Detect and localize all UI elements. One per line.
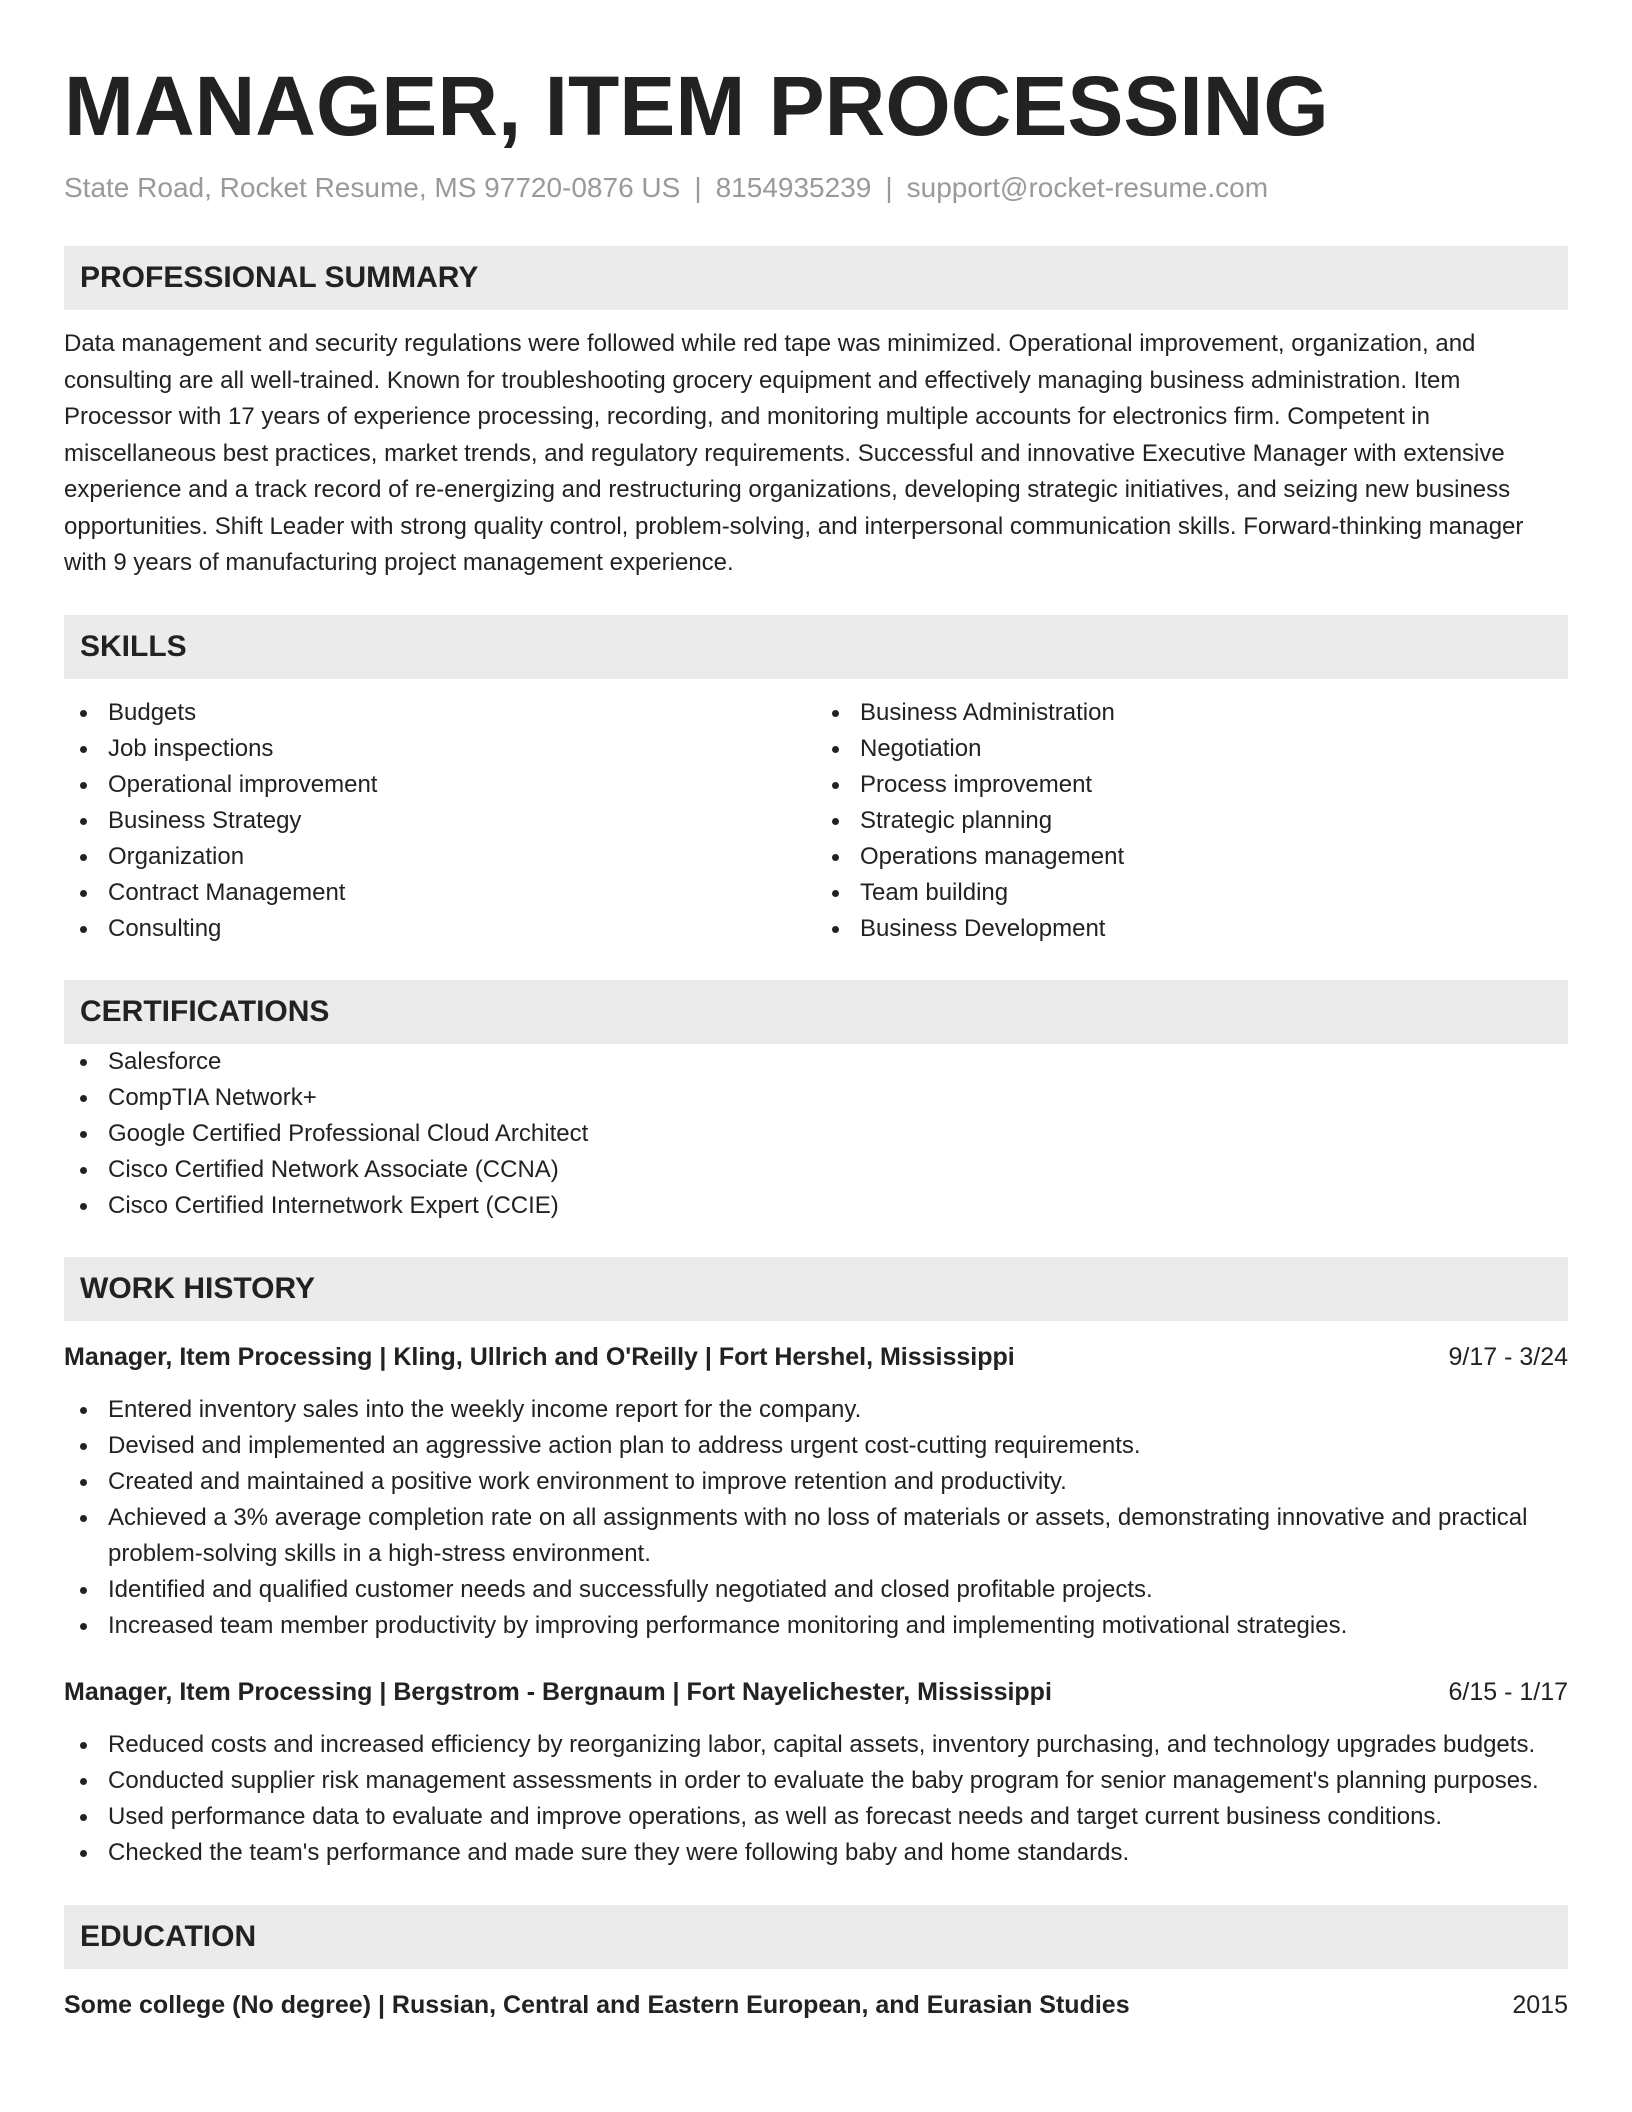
skill-item: Business Administration [816,695,1568,731]
skills-column-left [64,695,816,947]
contact-line [64,168,1568,208]
job-header [64,1674,1568,1710]
summary-text: Data management and security regulations were followed while red tape was minimized. Operational improvement, organization, and consulting are all well-trained. Known for troubleshooting grocery equipment and effectively managing business administration. Item Processor with 17 years of experience processing, recording, and monitoring multiple accounts for electronics firm. Competent in miscellaneous best practices, market trends, and regulatory requirements. Successful and innovative Executive Manager with extensive experience and a track record of re-energizing and restructuring organizations, developing strategic initiatives, and seizing new business opportunities. Shift Leader with strong quality control, problem-solving, and interpersonal communication skills. Forward-thinking manager with 9 years of manufacturing project management experience. [64,330,1524,576]
job-dates: 9/17 - 3/24 [1448,1342,1568,1371]
job-bullet: Reduced costs and increased efficiency by reorganizing labor, capital assets, inventory purchasing, and technology upgrades budgets. [64,1727,1568,1763]
certification-item: Cisco Certified Network Associate (CCNA) [64,1152,1568,1188]
certification-item: Salesforce [64,1044,1568,1080]
certification-item: Cisco Certified Internetwork Expert (CCIE) [64,1188,1568,1224]
certifications-list [64,1044,1568,1224]
skill-item: Business Development [816,911,1568,947]
work-history-heading: WORK HISTORY [64,1257,1568,1321]
job-title: Manager, Item Processing | Kling, Ullrich and O'Reilly | Fort Hershel, Mississippi [64,1342,1015,1371]
job-bullet: Created and maintained a positive work environment to improve retention and productivity. [64,1464,1568,1500]
job-bullet: Entered inventory sales into the weekly income report for the company. [64,1392,1568,1428]
resume-name: MANAGER, ITEM PROCESSING [64,59,1329,153]
skills-grid [64,695,1568,947]
skill-item: Operational improvement [64,767,816,803]
contact-separator: | [885,172,893,203]
skill-item: Contract Management [64,875,816,911]
education-degree: Some college (No degree) | Russian, Central and Eastern European, and Eurasian Studies [64,1990,1130,2019]
job-bullet: Conducted supplier risk management assessments in order to evaluate the baby program for senior management's planning purposes. [64,1763,1568,1799]
contact-address: State Road, Rocket Resume, MS 97720-0876 US [64,172,681,203]
contact-separator: | [694,172,702,203]
job-bullet: Identified and qualified customer needs and successfully negotiated and closed profitable projects. [64,1572,1568,1608]
skill-item: Consulting [64,911,816,947]
skills-column-right [816,695,1568,947]
job-dates: 6/15 - 1/17 [1448,1677,1568,1706]
skill-item: Organization [64,839,816,875]
job-header [64,1339,1568,1375]
skill-item: Budgets [64,695,816,731]
job-title: Manager, Item Processing | Bergstrom - Bergnaum | Fort Nayelichester, Mississippi [64,1677,1052,1706]
job-bullet: Checked the team's performance and made sure they were following baby and home standards. [64,1835,1568,1871]
job-entry [64,1674,1568,1871]
contact-phone: 8154935239 [715,172,872,203]
skill-item: Job inspections [64,731,816,767]
certification-item: Google Certified Professional Cloud Architect [64,1116,1568,1152]
skill-item: Negotiation [816,731,1568,767]
job-bullet: Increased team member productivity by improving performance monitoring and implementing motivational strategies. [64,1608,1568,1644]
skill-item: Operations management [816,839,1568,875]
skill-item: Team building [816,875,1568,911]
job-bullet: Achieved a 3% average completion rate on all assignments with no loss of materials or assets, demonstrating innovative and practical problem-solving skills in a high-stress environment. [64,1500,1568,1572]
job-bullet: Used performance data to evaluate and improve operations, as well as forecast needs and target current business conditions. [64,1799,1568,1835]
job-entry [64,1339,1568,1644]
certification-item: CompTIA Network+ [64,1080,1568,1116]
job-bullet: Devised and implemented an aggressive action plan to address urgent cost-cutting requirements. [64,1428,1568,1464]
skill-item: Process improvement [816,767,1568,803]
summary-heading: PROFESSIONAL SUMMARY [64,246,1568,310]
job-bullets [64,1727,1568,1871]
contact-email: support@rocket-resume.com [906,172,1269,203]
skill-item: Business Strategy [64,803,816,839]
skills-heading: SKILLS [64,615,1568,679]
skill-item: Strategic planning [816,803,1568,839]
job-bullets [64,1392,1568,1644]
education-year: 2015 [1512,1990,1568,2019]
certifications-heading: CERTIFICATIONS [64,980,1568,1044]
education-heading: EDUCATION [64,1905,1568,1969]
education-entry [64,1987,1568,2023]
